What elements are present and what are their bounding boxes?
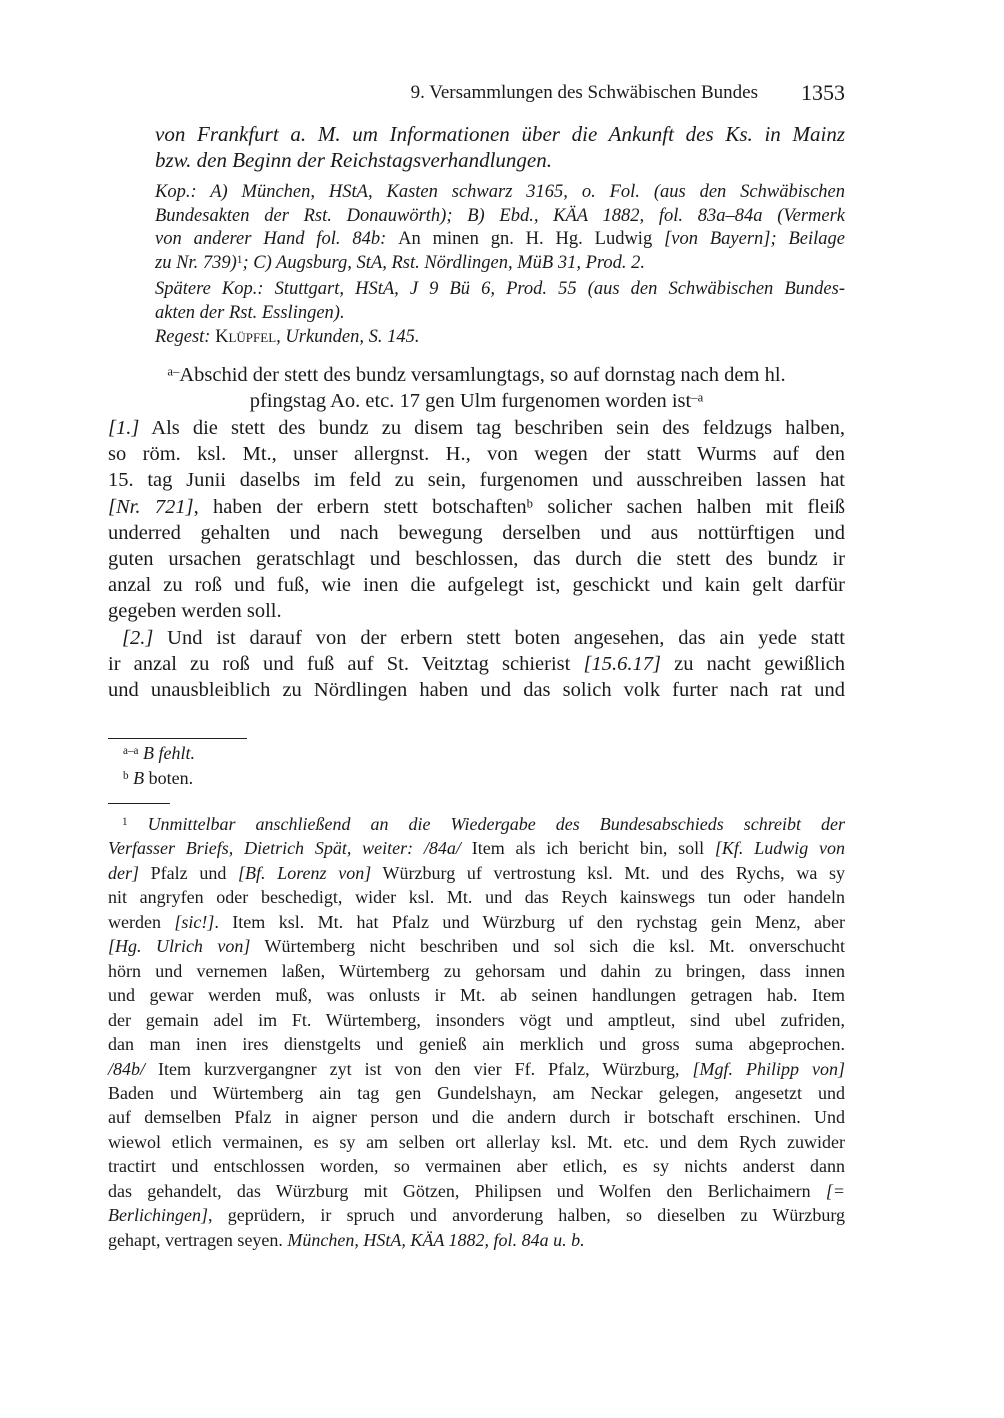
text-segment: bzw. den Beginn der Reichstagsverhandlungen.	[155, 147, 552, 172]
regest-note	[155, 326, 845, 350]
footnote-divider	[108, 803, 170, 804]
note-marker: 1	[236, 253, 243, 266]
text-segment: anzal zu roß und fuß, wie inen die aufgelegt ist, geschickt und kain gelt darfür	[108, 574, 845, 597]
text-line	[108, 494, 845, 520]
text-line	[155, 205, 845, 229]
text-segment: wiewol etlich vermainen, es sy am selben ort allerlay ksl. Mt. etc. und dem Rych zuwider	[108, 1131, 845, 1152]
text-segment: /84b/	[108, 1058, 146, 1079]
text-segment: Und ist darauf von der erbern stett boten angesehen, das ain yede statt	[153, 626, 845, 649]
text-segment: hörn und vernemen laßen, Würtemberg zu gehorsam und dahin zu bringen, dass innen	[108, 960, 845, 981]
text-line	[108, 415, 845, 441]
footnote-divider	[108, 738, 247, 739]
text-segment: [2.]	[122, 626, 154, 649]
text-line	[108, 983, 845, 1007]
text-line	[108, 910, 845, 934]
text-segment: der]	[108, 862, 139, 883]
text-line	[108, 959, 845, 983]
textual-footnotes	[123, 741, 623, 791]
text-segment: tractirt und entschlossen worden, so vermainen aber etlich, es sy nichts anderst dann	[108, 1156, 845, 1177]
text-segment: akten der Rst. Esslingen).	[155, 302, 345, 323]
text-segment: das gehandelt, das Würzburg mit Götzen, Philipsen und Wolfen den Berlichaimern	[108, 1180, 826, 1201]
text-line	[155, 122, 845, 148]
text-segment: Kop.: A) München, HStA, Kasten schwarz 3165, o. Fol. (aus den Schwäbischen	[155, 182, 845, 202]
text-segment: Unmittelbar anschließend an die Wiedergabe des Bundesabschieds schreibt der	[127, 814, 845, 834]
text-line	[108, 546, 845, 572]
text-segment: Abschid der stett des bundz versamlungtags, so auf dornstag nach dem hl.	[179, 364, 786, 386]
text-line	[108, 677, 845, 703]
text-segment: Berlichingen]	[108, 1205, 208, 1226]
text-segment: auf demselben Pfalz in aigner person und die andern durch ir botschaft erschinen. Und	[108, 1107, 845, 1128]
text-segment: gehapt, vertragen seyen.	[108, 1229, 288, 1250]
text-segment: nit angryfen oder beschedigt, wider ksl. Mt. und das Reych kainswegs tun oder handeln	[108, 887, 845, 908]
text-segment: Item als ich bericht bin, soll	[460, 838, 715, 859]
text-segment: [=	[825, 1180, 845, 1201]
text-segment: An minen gn. H. Hg. Ludwig	[398, 229, 665, 249]
text-line	[108, 1032, 845, 1056]
text-segment: von anderer Hand fol. 84b:	[155, 229, 399, 249]
text-line	[155, 278, 845, 302]
text-segment: Regest:	[155, 327, 216, 347]
text-line	[108, 598, 845, 624]
text-segment: und unausbleiblich zu Nördlingen haben und das solich volk furter nach rat und	[108, 679, 845, 702]
text-segment: von Frankfurt a. M. um Informationen über die Ankunft des Ks. in Mainz	[155, 122, 845, 146]
running-title: 9. Versammlungen des Schwäbischen Bundes	[410, 82, 758, 103]
text-line	[155, 302, 845, 326]
note-marker: a–a	[123, 744, 139, 757]
text-line	[108, 1057, 845, 1081]
text-line	[108, 836, 845, 860]
text-line	[108, 1203, 845, 1227]
text-segment: [Kf. Ludwig von	[714, 838, 846, 859]
text-segment: Item kurzvergangner zyt ist von den vier Ff. Pfalz, Würzburg,	[145, 1058, 693, 1079]
text-line	[108, 362, 845, 388]
text-line	[155, 228, 845, 252]
text-segment: gegeben werden soll.	[108, 600, 282, 623]
text-line	[108, 467, 845, 493]
text-segment: . Item ksl. Mt. hat Pfalz und Würzburg uf den rychstag gein Menz, aber	[214, 911, 845, 932]
text-segment: boten.	[144, 768, 194, 788]
text-segment: der gemain adel im Ft. Würtemberg, insonders vögt und amptleut, sind ubel zufriden,	[108, 1009, 845, 1030]
text-segment: Als die stett des bundz zu disem tag beschriben sein des feldzugs halben,	[139, 417, 845, 439]
text-segment: Spätere Kop.: Stuttgart, HStA, J 9 Bü 6, Prod. 55 (aus den Schwäbischen Bundes-	[155, 279, 845, 299]
text-line	[108, 934, 845, 958]
text-segment: ir anzal zu roß und fuß auf St. Veitztag schierist	[108, 652, 584, 675]
text-segment: Bundesakten der Rst. Donauwörth); B) Ebd., KÄA 1882, fol. 83a–84a (Vermerk	[155, 205, 845, 226]
text-segment: B	[128, 768, 145, 788]
text-segment: guten ursachen geratschlagt und beschlossen, das durch die stett des bundz ir	[108, 548, 845, 571]
text-line	[108, 520, 845, 546]
text-segment: , Urkunden, S. 145.	[276, 327, 420, 347]
page-number: 1353	[801, 80, 845, 105]
text-line	[108, 1228, 845, 1252]
text-segment: ; C) Augsburg, StA, Rst. Nördlingen, MüB 31, Prod. 2.	[242, 252, 646, 273]
text-segment: Würtemberg nicht beschriben und sol sich die ksl. Mt. onverschucht	[250, 936, 845, 957]
text-line	[155, 252, 845, 276]
text-segment: Würzburg uf vertrostung ksl. Mt. und des Rychs, wa sy	[371, 862, 846, 883]
text-segment: B fehlt.	[138, 743, 195, 763]
text-segment: so röm. ksl. Mt., unser allergnst. H., von wegen der statt Wurms auf den	[108, 443, 845, 466]
text-segment: [1.]	[108, 417, 140, 439]
text-line	[155, 148, 845, 174]
text-line	[108, 1154, 845, 1178]
text-segment: , geprüdern, ir spruch und anvorderung halben, so dieselben zu Würzburg	[207, 1205, 845, 1226]
text-segment: 15. tag Junii daselbs im feld zu sein, furgenomen und ausschreiben lassen hat	[108, 469, 845, 492]
text-segment: pfingstag Ao. etc. 17 gen Ulm furgenomen worden ist	[249, 390, 692, 412]
text-segment: [Nr. 721]	[108, 495, 194, 518]
text-line	[123, 766, 623, 791]
commentary-footnote	[108, 812, 845, 1252]
main-text	[108, 415, 845, 703]
note-marker: b	[123, 769, 129, 782]
text-line	[108, 1179, 845, 1203]
text-line	[123, 741, 623, 766]
text-segment: [Bf. Lorenz von]	[238, 862, 372, 883]
text-segment: underred gehalten und nach bewegung derselben und aus nottürftigen und	[108, 521, 845, 544]
note-marker: b	[526, 495, 533, 510]
text-line	[108, 885, 845, 909]
text-line	[108, 1130, 845, 1154]
text-line	[108, 625, 845, 651]
text-line	[108, 812, 845, 836]
text-line	[108, 388, 845, 414]
page-header	[108, 80, 845, 106]
text-segment: [sic!]	[174, 911, 215, 932]
text-line	[155, 326, 845, 350]
document-summary	[155, 122, 845, 173]
text-segment: [15.6.17]	[583, 652, 661, 675]
text-line	[108, 861, 845, 885]
text-line	[155, 181, 845, 205]
text-segment: zu nacht gewißlich	[660, 652, 845, 675]
text-line	[108, 1081, 845, 1105]
text-segment: [Hg. Ulrich von]	[108, 936, 251, 957]
text-segment: [von Bayern]; Beilage	[664, 229, 845, 249]
text-segment: zu Nr. 739)	[155, 252, 237, 273]
text-line	[108, 572, 845, 598]
text-line	[108, 1105, 845, 1129]
text-segment: [Mgf. Philipp von]	[692, 1058, 845, 1079]
text-segment: werden	[108, 911, 175, 932]
note-marker: –a	[691, 390, 704, 405]
text-segment: Verfasser Briefs, Dietrich Spät, weiter: /84a/	[108, 838, 461, 859]
text-segment: dan man inen ires dienstgelts und genieß ain merklich und gross suma abgeprochen.	[108, 1034, 845, 1055]
note-marker: a–	[167, 364, 180, 379]
text-segment: Klüpfel	[215, 327, 277, 347]
document-title	[108, 362, 845, 414]
text-segment: und gewar werden muß, was onlusts ir Mt. ab seinen handlungen getragen hab. Item	[108, 985, 845, 1006]
later-copies-note	[155, 278, 845, 325]
text-line	[108, 651, 845, 677]
text-segment: München, HStA, KÄA 1882, fol. 84a u. b.	[287, 1229, 585, 1250]
text-line	[108, 1008, 845, 1032]
text-segment: solicher sachen halben mit fleiß	[532, 495, 845, 518]
note-marker: 1	[122, 815, 128, 828]
text-line	[108, 441, 845, 467]
text-segment: Pfalz und	[139, 862, 239, 883]
copies-source-note	[155, 181, 845, 275]
text-segment: Baden und Würtemberg ain tag gen Gundelshayn, am Neckar gelegen, angesetzt und	[108, 1082, 845, 1103]
text-segment: , haben der erbern stett botschaften	[193, 495, 527, 518]
